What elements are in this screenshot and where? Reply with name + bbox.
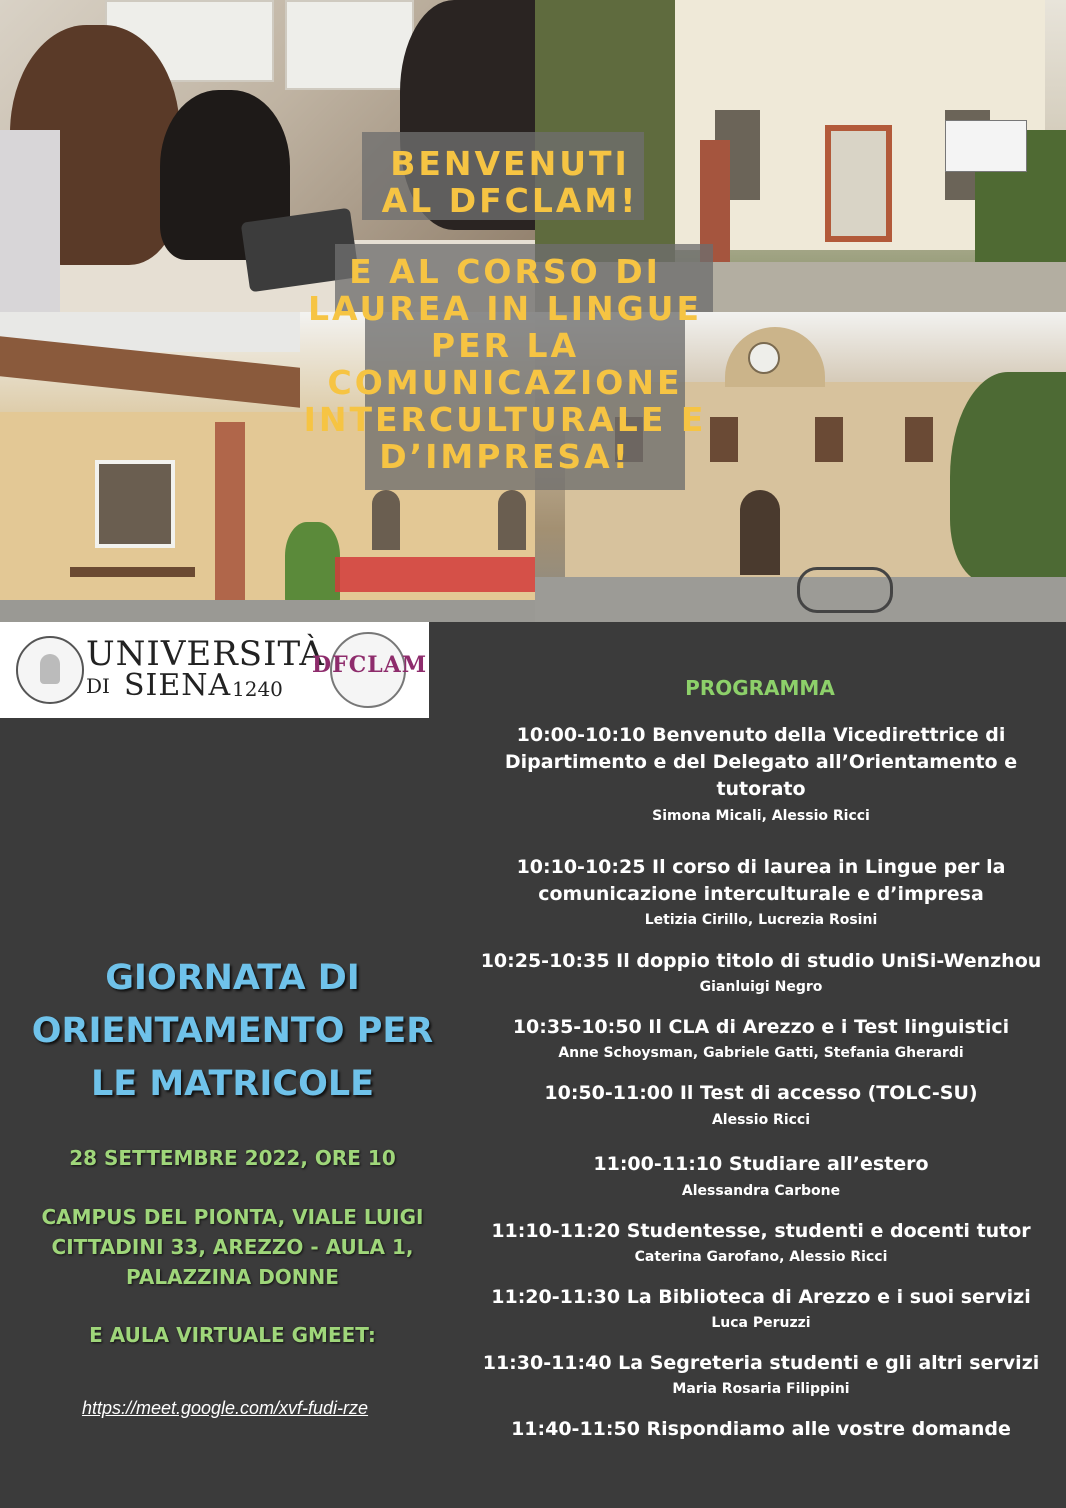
title-line: BENVENUTI bbox=[390, 144, 630, 183]
program-item-speakers: Maria Rosaria Filippini bbox=[672, 1381, 850, 1397]
program-item-speakers: Caterina Garofano, Alessio Ricci bbox=[634, 1249, 888, 1265]
title-line: LAUREA IN LINGUE bbox=[307, 289, 703, 328]
title-line: INTERCULTURALE E bbox=[303, 400, 707, 439]
window bbox=[498, 490, 526, 550]
poster-on-wall bbox=[285, 0, 414, 90]
program-item-title: 10:25-10:35 Il doppio titolo di studio UniSi-Wenzhou bbox=[480, 950, 1042, 972]
event-date: 28 SETTEMBRE 2022, ORE 10 bbox=[69, 1146, 396, 1170]
course-title bbox=[290, 253, 720, 475]
ground bbox=[0, 600, 535, 622]
program-item-title bbox=[478, 854, 1044, 908]
title-line: AL DFCLAM! bbox=[381, 181, 639, 220]
university-di: DI bbox=[86, 674, 110, 698]
event-location bbox=[20, 1202, 445, 1292]
program-item-line: tutorato bbox=[716, 778, 806, 800]
door bbox=[825, 125, 892, 242]
program-item-title: 11:10-11:20 Studentesse, studenti e docenti tutor bbox=[491, 1220, 1031, 1242]
event-title-line: LE MATRICOLE bbox=[90, 1064, 375, 1104]
program-item-title: 11:00-11:10 Studiare all’estero bbox=[593, 1153, 929, 1175]
shrub bbox=[285, 522, 340, 607]
bench bbox=[70, 567, 195, 577]
university-name: UNIVERSITÀ bbox=[86, 634, 325, 674]
welcome-title bbox=[300, 145, 720, 219]
location-line: PALAZZINA DONNE bbox=[126, 1265, 339, 1289]
title-line: E AL CORSO DI bbox=[349, 252, 661, 291]
program-item-title: 11:40-11:50 Rispondiamo alle vostre domande bbox=[511, 1418, 1011, 1440]
brick-pillar bbox=[215, 422, 245, 612]
window bbox=[95, 460, 175, 548]
university-year: 1240 bbox=[232, 677, 283, 701]
program-item-speakers: Anne Schoysman, Gabriele Gatti, Stefania Gherardi bbox=[558, 1045, 964, 1061]
program-item-line: 10:10-10:25 Il corso di laurea in Lingue per la bbox=[516, 856, 1006, 878]
department-logo: DFCLAM bbox=[312, 652, 428, 678]
bicycle bbox=[797, 567, 893, 613]
program-item-title: 11:30-11:40 La Segreteria studenti e gli altri servizi bbox=[482, 1352, 1040, 1374]
program-item-speakers: Letizia Cirillo, Lucrezia Rosini bbox=[644, 912, 878, 928]
window bbox=[815, 417, 843, 462]
title-line: PER LA bbox=[430, 326, 580, 365]
logo-strip bbox=[0, 622, 429, 718]
entrance-door bbox=[740, 490, 780, 575]
program-item-speakers: Gianluigi Negro bbox=[699, 979, 823, 995]
program-item-line: Dipartimento e del Delegato all’Orientamento e bbox=[504, 751, 1018, 773]
program-item-speakers: Simona Micali, Alessio Ricci bbox=[652, 808, 870, 824]
clock-icon bbox=[748, 342, 780, 374]
university-city: SIENA bbox=[124, 668, 232, 703]
window bbox=[372, 490, 400, 550]
tree bbox=[950, 372, 1066, 582]
title-line: COMUNICAZIONE bbox=[327, 363, 683, 402]
virtual-room-label: E AULA VIRTUALE GMEET: bbox=[89, 1323, 376, 1347]
program-item-title bbox=[478, 722, 1044, 803]
program-item-speakers: Alessio Ricci bbox=[711, 1112, 811, 1128]
program-item-title: 10:35-10:50 Il CLA di Arezzo e i Test linguistici bbox=[512, 1016, 1010, 1038]
program-heading: PROGRAMMA bbox=[685, 676, 835, 700]
red-chairs bbox=[335, 557, 535, 592]
program-item-speakers: Luca Peruzzi bbox=[711, 1315, 811, 1331]
event-title-line: GIORNATA DI bbox=[105, 958, 360, 998]
student-figure bbox=[0, 130, 60, 312]
program-item-title: 10:50-11:00 Il Test di accesso (TOLC-SU) bbox=[544, 1082, 978, 1104]
university-seal-icon bbox=[16, 636, 84, 704]
location-line: CAMPUS DEL PIONTA, VIALE LUIGI bbox=[41, 1205, 424, 1229]
program-item-line: 10:00-10:10 Benvenuto della Vicedirettrice di bbox=[516, 724, 1006, 746]
event-title bbox=[20, 952, 445, 1111]
title-line: D’IMPRESA! bbox=[379, 437, 631, 476]
program-item-line: comunicazione interculturale e d’impresa bbox=[538, 883, 984, 905]
street-sign bbox=[945, 120, 1027, 172]
event-title-line: ORIENTAMENTO PER bbox=[31, 1011, 434, 1051]
program-item-title: 11:20-11:30 La Biblioteca di Arezzo e i suoi servizi bbox=[491, 1286, 1031, 1308]
gmeet-link[interactable]: https://meet.google.com/xvf-fudi-rze bbox=[81, 1398, 369, 1418]
program-item-speakers: Alessandra Carbone bbox=[681, 1183, 841, 1199]
window bbox=[905, 417, 933, 462]
location-line: CITTADINI 33, AREZZO - AULA 1, bbox=[51, 1235, 414, 1259]
